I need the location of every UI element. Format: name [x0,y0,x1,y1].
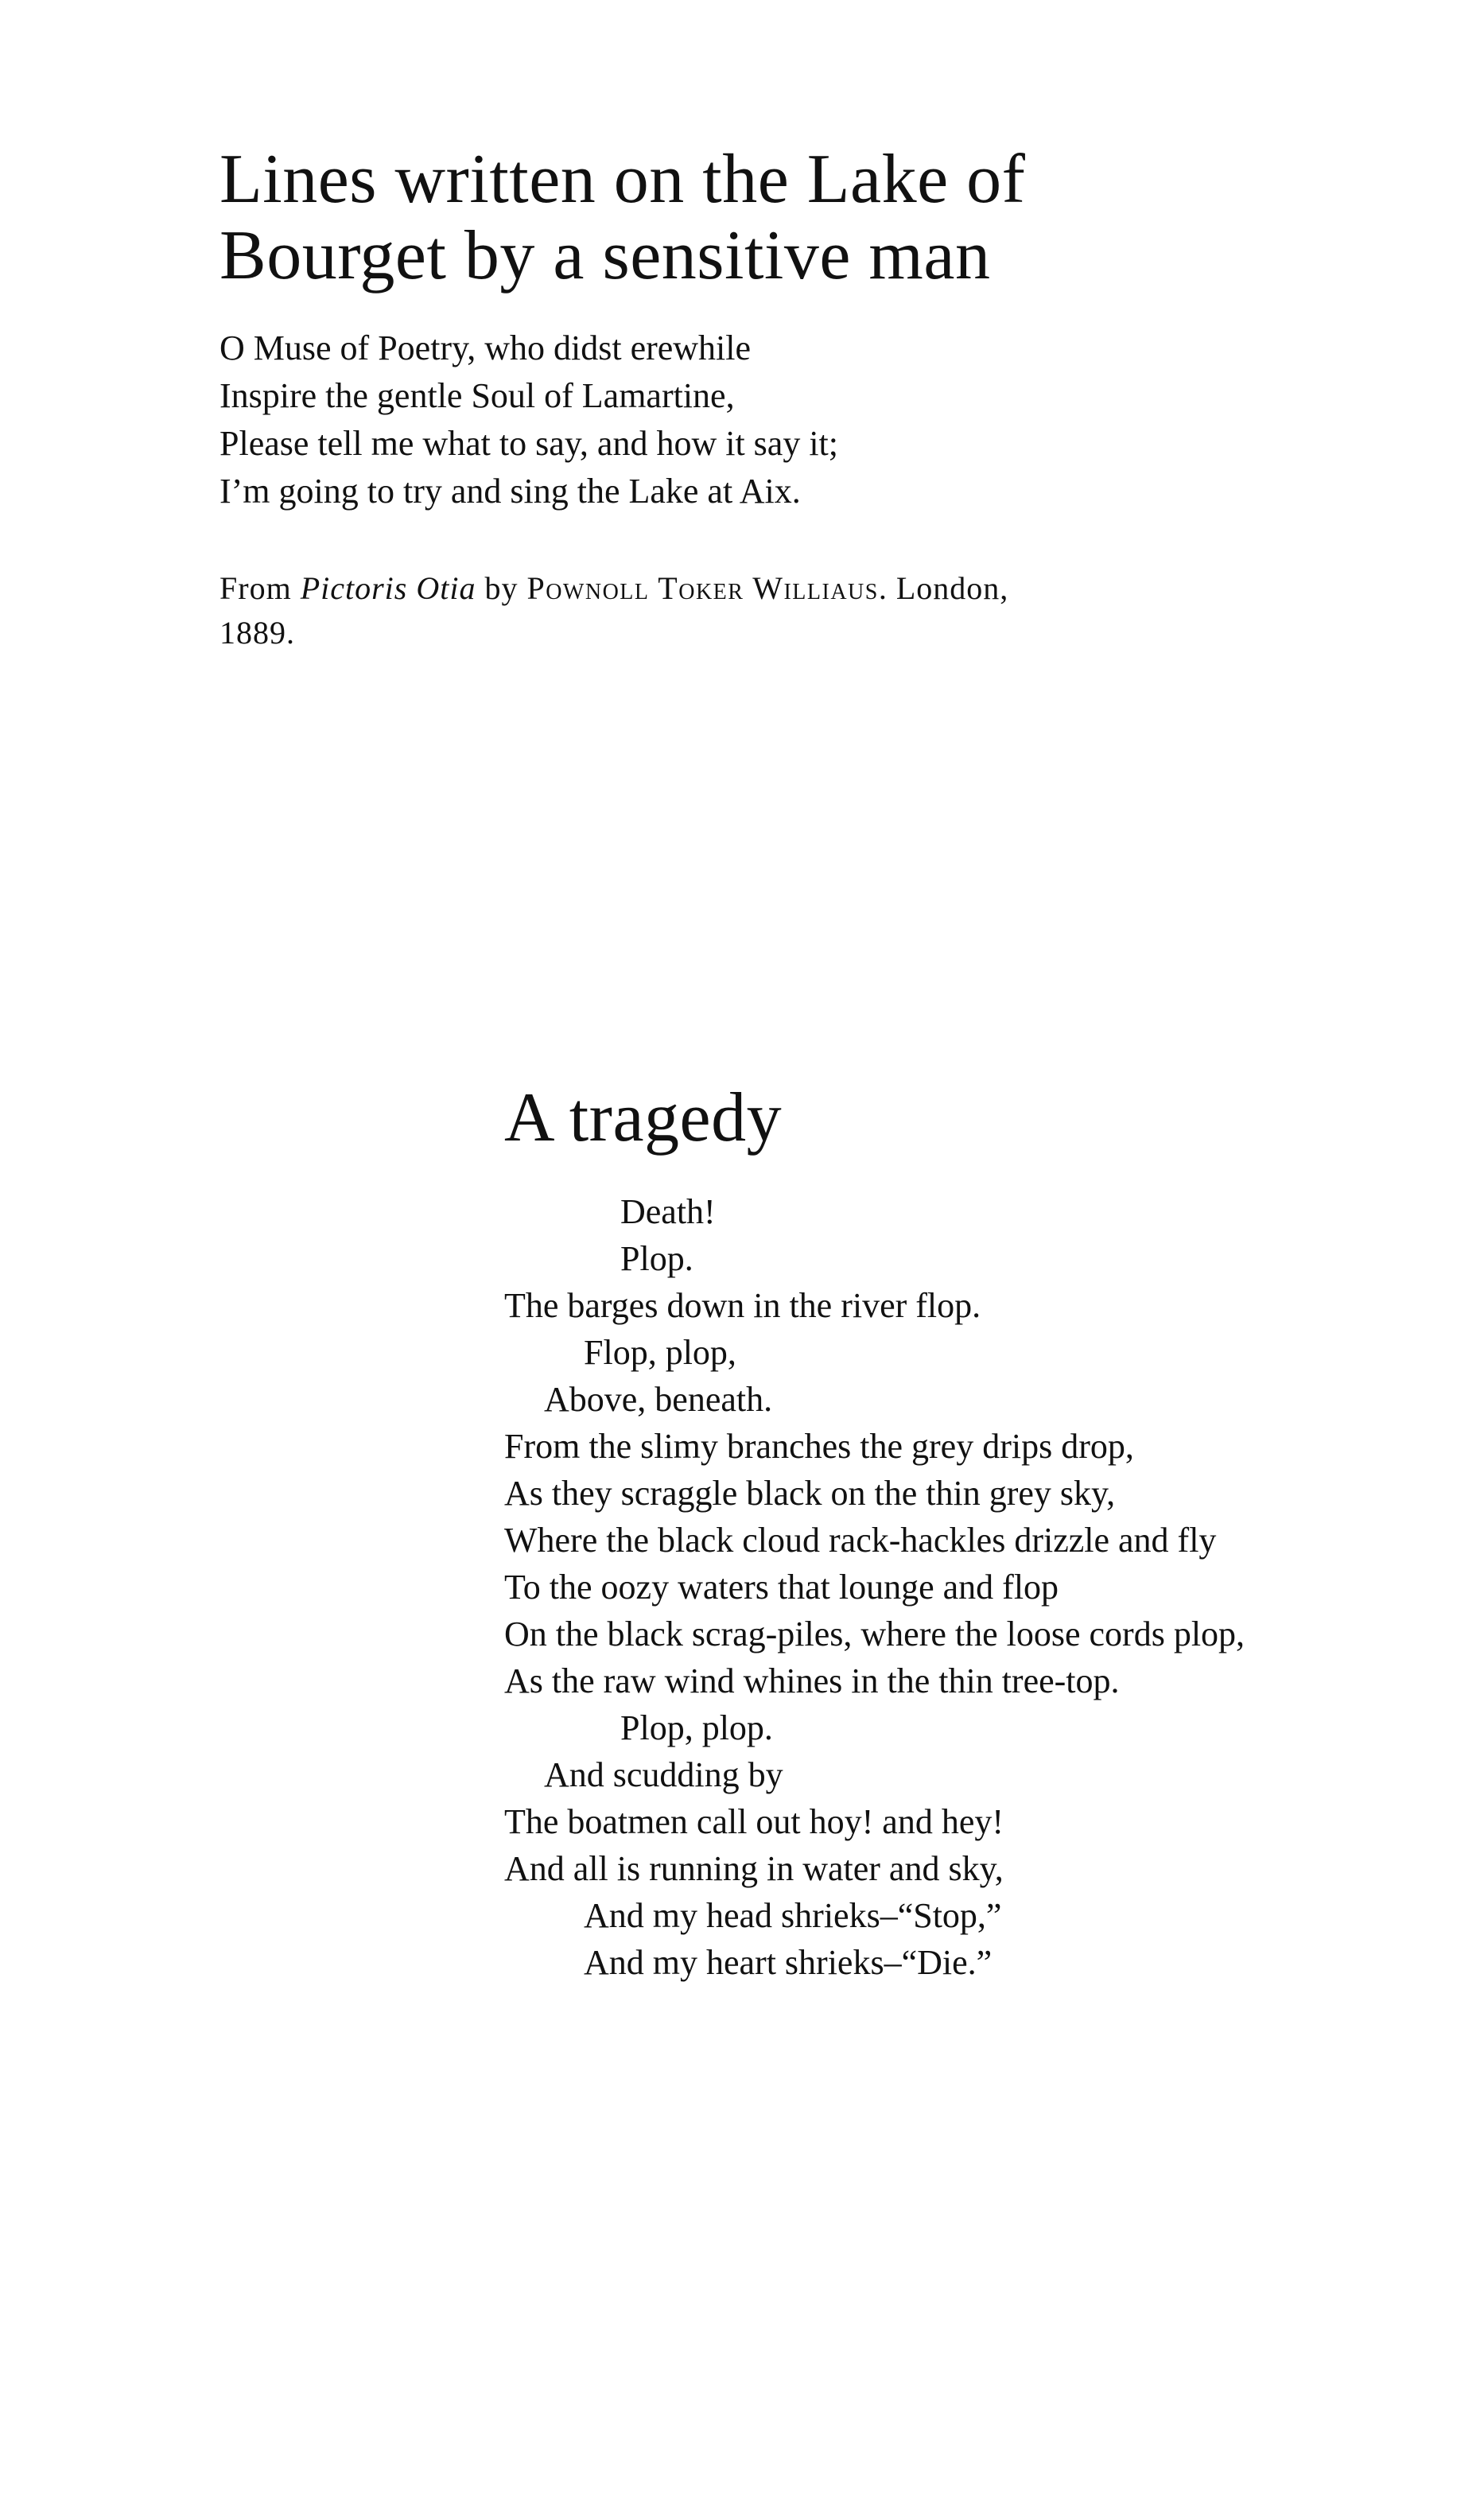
verse-line: Above, beneath. [544,1380,773,1419]
verse-line: To the oozy waters that lounge and flop [504,1568,1059,1607]
verse-line: And my head shrieks–“Stop,” [584,1896,1002,1935]
poem-a-tragedy [504,1078,1419,1986]
title-line: Lines written on the Lake of [219,141,1026,218]
poem-title: A tragedy [504,1079,783,1156]
poem-verse [219,324,1333,515]
verse-line: Plop. [620,1239,693,1278]
source-by: by [476,570,527,606]
title-line: Bourget by a sensitive man [219,217,991,294]
verse-line: Please tell me what to say, and how it say it; [219,424,838,463]
verse-line: Plop, plop. [620,1708,773,1747]
source-suffix: . London, 1889. [219,570,1009,651]
source-prefix: From [219,570,301,606]
verse-line: Inspire the gentle Soul of Lamartine, [219,376,735,415]
source-author: Pownoll Toker Williaus [526,570,879,606]
verse-line: The boatmen call out hoy! and hey! [504,1802,1004,1841]
verse-line: As they scraggle black on the thin grey sky, [504,1474,1116,1513]
verse-line: Where the black cloud rack-hackles drizzle and fly [504,1521,1217,1560]
poem-verse [504,1188,1419,1986]
verse-line: From the slimy branches the grey drips drop, [504,1427,1134,1466]
poem-lines-on-lake-bourget [219,142,1333,687]
source-work-title: Pictoris Otia [300,570,476,606]
verse-line: On the black scrag-piles, where the loose cords plop, [504,1615,1245,1653]
verse-line: I’m going to try and sing the Lake at Aix. [219,472,801,511]
verse-line: As the raw wind whines in the thin tree-top. [504,1661,1120,1700]
verse-line: The barges down in the river flop. [504,1286,981,1325]
verse-line: And scudding by [544,1755,783,1794]
source-citation [219,566,1062,655]
verse-line: And my heart shrieks–“Die.” [584,1943,993,1982]
verse-line: Death! [620,1192,716,1231]
verse-line: Flop, plop, [584,1333,736,1372]
verse-line: O Muse of Poetry, who didst erewhile [219,328,752,367]
poem-title [219,142,1333,294]
verse-line: And all is running in water and sky, [504,1849,1004,1888]
